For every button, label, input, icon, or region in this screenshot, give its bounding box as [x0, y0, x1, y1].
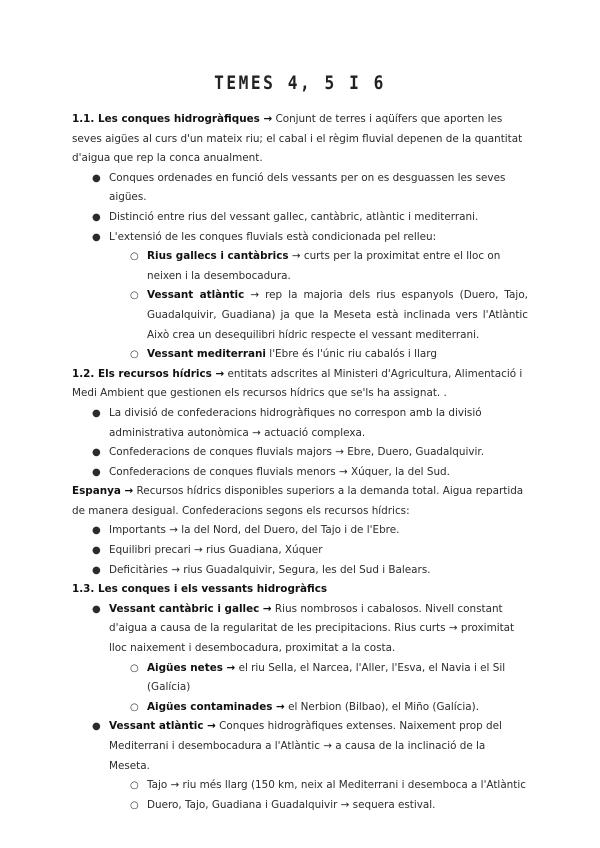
circle-bullet-icon: ○ [130, 349, 139, 361]
list-item [72, 208, 528, 228]
list-item-text: Distinció entre rius del vessant gallec, cantàbric, atlàntic i mediterrani. [109, 210, 479, 223]
list-item-text: Equilibri precari → rius Guadiana, Xúquer [109, 544, 323, 557]
list-item-label: Vessant atlàntic → [109, 720, 216, 733]
section-1-1-heading: 1.1. Les conques hidrogràfiques → [72, 113, 273, 125]
sub-item-text: Tajo → riu més llarg (150 km, neix al Mediterrani i desemboca a l'Atlàntic [147, 779, 526, 792]
sub-list-item [72, 796, 528, 816]
sub-item-text: → rep la majoria dels rius espanyols (Duero, Tajo, Guadalquivir, Guadiana) ja que la Meseta està inclinada vers l'Atlàntic Això crea un desequilibri hídric respecte el vessant mediterrani. [147, 289, 528, 341]
list-item-text: Confederacions de conques fluvials majors → Ebre, Duero, Guadalquivir. [109, 446, 485, 459]
list-item-label: Vessant cantàbric i gallec → [109, 602, 272, 615]
bullet-icon: ● [92, 603, 101, 615]
section-1-2-text: entitats adscrites al Ministeri d'Agricultura, Alimentació i Medi Ambient que gestionen els recursos hídrics que se'ls ha assignat. . [72, 367, 523, 400]
sub-list-item [72, 345, 528, 365]
sub-item-label: Aigües contaminades → [147, 700, 285, 713]
sub-item-text: el Nerbion (Bilbao), el Miño (Galícia). [284, 700, 480, 713]
section-1-2-list [72, 404, 528, 482]
section-1-3-intro [72, 580, 528, 600]
sub-item-label: Vessant atlàntic [147, 289, 245, 302]
sub-list-item [72, 698, 528, 718]
section-1-3-list [72, 600, 528, 816]
sub-item-text: → curts per la proximitat entre el lloc on neixen i la desembocadura. [147, 250, 501, 282]
section-1-1-list [72, 169, 528, 365]
bullet-icon: ● [92, 545, 101, 557]
list-item [72, 228, 528, 248]
espanya-text: Recursos hídrics disponibles superiors a la demanda total. Aigua repartida de manera desigual. Confederacions segons els recursos hídrics: [72, 485, 524, 517]
bullet-icon: ● [92, 721, 101, 733]
list-item [72, 600, 528, 659]
list-item-text: Conques ordenades en funció dels vessants per on es desguassen les seves aigües. [109, 171, 506, 204]
circle-bullet-icon: ○ [130, 662, 139, 674]
bullet-icon: ● [92, 564, 101, 576]
list-item [72, 169, 528, 208]
sub-item-label: Rius gallecs i cantàbrics [147, 250, 289, 263]
sub-list-item [72, 286, 528, 345]
espanya-intro [72, 482, 528, 521]
espanya-label: Espanya → [72, 485, 134, 498]
section-1-2-heading: 1.2. Els recursos hídrics → [72, 367, 225, 380]
section-1-1-intro [72, 110, 528, 169]
bullet-icon: ● [92, 466, 101, 478]
sub-list-item [72, 247, 528, 286]
list-item-text: Importants → la del Nord, del Duero, del Tajo i de l'Ebre. [109, 524, 400, 537]
bullet-icon: ● [92, 211, 101, 223]
sub-list-item [72, 776, 528, 796]
list-item [72, 443, 528, 463]
sub-item-text: l'Ebre és l'únic riu cabalós i llarg [266, 348, 437, 361]
section-1-2-intro [72, 365, 528, 404]
bullet-icon: ● [92, 407, 101, 419]
list-item [72, 404, 528, 443]
bullet-icon: ● [92, 172, 101, 184]
circle-bullet-icon: ○ [130, 701, 139, 713]
circle-bullet-icon: ○ [130, 290, 139, 302]
circle-bullet-icon: ○ [130, 251, 139, 263]
list-item-text: Rius nombrosos i cabalosos. Nivell constant d'aigua a causa de la regularitat de les precipitacions. Rius curts → proximitat lloc naixement i desembocadura, proximitat a la costa. [109, 602, 515, 655]
circle-bullet-icon: ○ [130, 780, 139, 792]
sub-item-text: Duero, Tajo, Guadiana i Guadalquivir → sequera estival. [147, 798, 436, 811]
section-1-3-heading: 1.3. Les conques i els vessants hidrogràfics [72, 583, 328, 596]
sub-item-label: Aigües netes → [147, 661, 236, 674]
list-item-text: Deficitàries → rius Guadalquivir, Segura, les del Sud i Balears. [109, 563, 431, 576]
sub-item-label: Vessant mediterrani [147, 348, 266, 361]
page-title: TEMES 4, 5 I 6 [214, 72, 386, 94]
sub-list-item [72, 659, 528, 698]
bullet-icon: ● [92, 231, 101, 243]
list-item-text: La divisió de confederacions hidrogràfiques no correspon amb la divisió administrativa autonòmica → actuació complexa. [109, 406, 482, 439]
list-item [72, 463, 528, 483]
list-item-text: Conques hidrogràfiques extenses. Naixement prop del Mediterrani i desembocadura a l'Atlàntic → a causa de la inclinació de la Meseta. [109, 720, 502, 772]
circle-bullet-icon: ○ [130, 799, 139, 811]
list-item-text: L'extensió de les conques fluvials està condicionada pel relleu: [109, 230, 437, 243]
espanya-list [72, 521, 528, 580]
sub-item-text: el riu Sella, el Narcea, l'Aller, l'Esva, el Navia i el Sil (Galícia) [147, 661, 506, 694]
list-item [72, 541, 528, 561]
list-item [72, 717, 528, 776]
section-1-1-text: Conjunt de terres i aqüífers que aporten les seves aigües al curs d'un mateix riu; el cabal i el règim fluvial depenen de la quantitat d'aigua que rep la conca anualment. [72, 113, 523, 165]
list-item [72, 561, 528, 581]
bullet-icon: ● [92, 447, 101, 459]
list-item [72, 521, 528, 541]
bullet-icon: ● [92, 525, 101, 537]
list-item-text: Confederacions de conques fluvials menors → Xúquer, la del Sud. [109, 465, 450, 478]
